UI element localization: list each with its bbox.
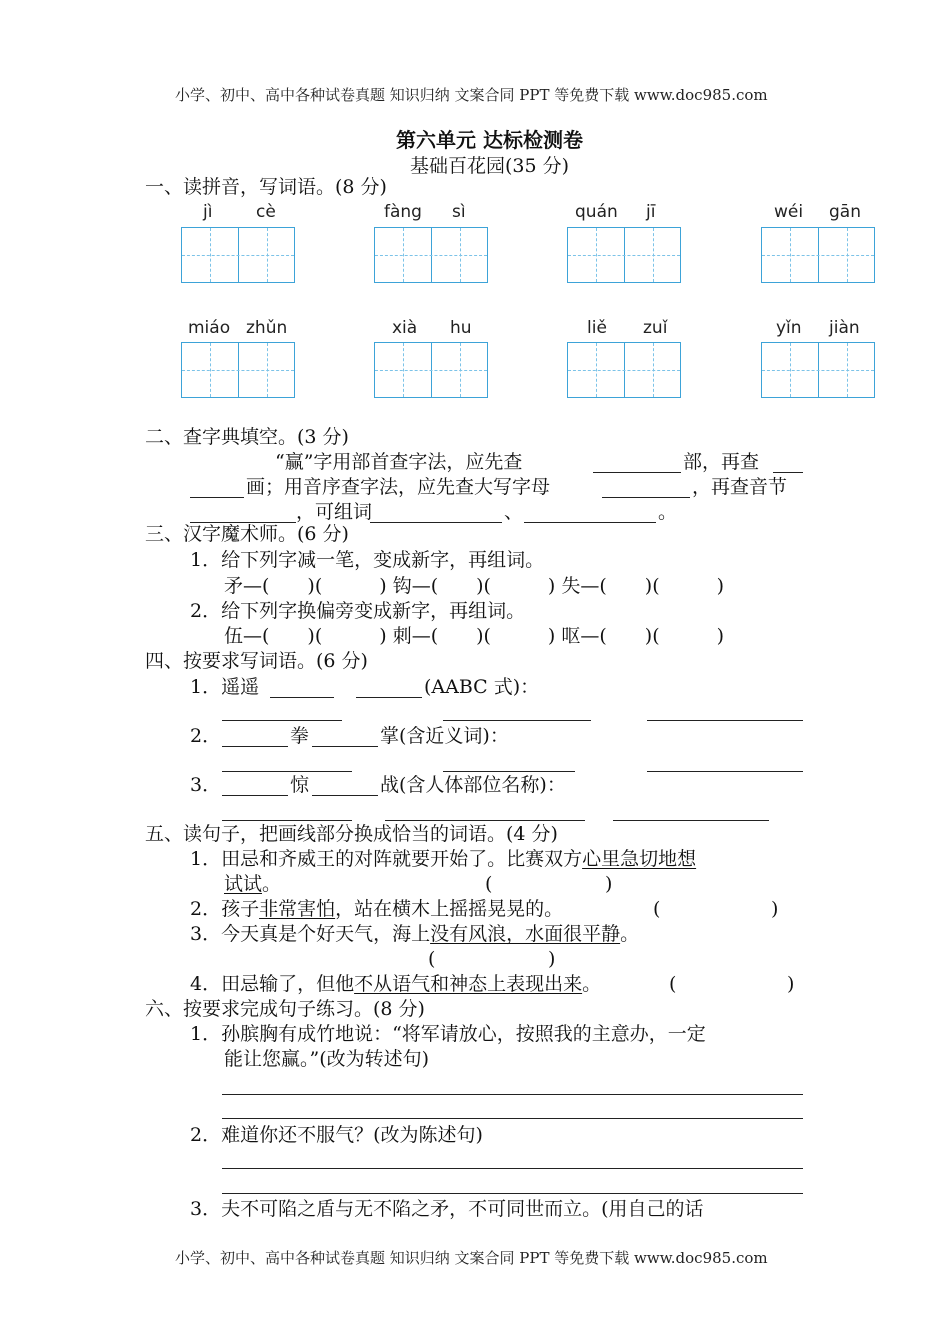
answer-line[interactable] xyxy=(222,1168,803,1169)
answer-line[interactable] xyxy=(222,1094,803,1095)
s3-answer-line-1: 矛—( )( ) 钩—( )( ) 失—( )( ) xyxy=(224,575,725,597)
answer-paren-open: ( xyxy=(485,873,493,895)
s5-q3: 3．今天真是个好天气，海上没有风浪，水面很平静。 xyxy=(190,923,640,945)
answer-paren-close: ) xyxy=(605,873,613,895)
s4-q1-text: 1．遥遥 xyxy=(190,676,260,698)
writing-grid[interactable] xyxy=(761,227,875,283)
pinyin: hu xyxy=(450,318,472,338)
underlined-phrase: 心里急切地想 xyxy=(582,848,697,870)
s2-text: 画；用音序查字法，应先查大写字母 xyxy=(246,476,551,498)
answer-blank[interactable] xyxy=(443,771,575,772)
pinyin: cè xyxy=(256,202,276,222)
answer-blank[interactable] xyxy=(602,497,690,498)
answer-blank[interactable] xyxy=(222,746,288,747)
page-header: 小学、初中、高中各种试卷真题 知识归纳 文案合同 PPT 等免费下载 www.doc985.com xyxy=(175,86,768,104)
s5-q1: 1．田忌和齐威王的对阵就要开始了。比赛双方心里急切地想 xyxy=(190,848,697,870)
s5-q2: 2．孩子非常害怕，站在横木上摇摇晃晃的。 xyxy=(190,898,564,920)
s5-q1-cont: 试试。 xyxy=(224,873,282,895)
s6-q1-cont: 能让您赢。”(改为转述句) xyxy=(224,1048,430,1070)
answer-blank[interactable] xyxy=(190,497,244,498)
answer-blank[interactable] xyxy=(443,720,591,721)
s4-q2-hint: 掌(含近义词)： xyxy=(380,725,509,747)
s6-q2: 2．难道你还不服气？(改为陈述句) xyxy=(190,1124,483,1146)
pinyin: gān xyxy=(829,202,861,222)
page-subtitle: 基础百花园(35 分) xyxy=(410,155,570,177)
answer-line[interactable] xyxy=(222,1193,803,1194)
pinyin: fàng xyxy=(384,202,422,222)
writing-grid[interactable] xyxy=(181,342,295,398)
s4-q1-hint: (AABC 式)： xyxy=(424,676,540,698)
answer-paren-close: ) xyxy=(771,898,779,920)
answer-blank[interactable] xyxy=(222,795,288,796)
section-2-heading: 二、查字典填空。(3 分) xyxy=(145,426,349,448)
pinyin: zhǔn xyxy=(246,318,288,338)
answer-blank[interactable] xyxy=(370,522,502,523)
s5-q4: 4．田忌输了，但他不从语气和神态上表现出来。 xyxy=(190,973,602,995)
answer-paren-open: ( xyxy=(428,948,436,970)
s2-text: 部，再查 xyxy=(683,451,760,473)
underlined-phrase: 不从语气和神态上表现出来 xyxy=(354,973,583,995)
underlined-phrase: 非常害怕 xyxy=(259,898,336,920)
s3-question-1: 1．给下列字减一笔，变成新字，再组词。 xyxy=(190,549,545,571)
writing-grid[interactable] xyxy=(374,227,488,283)
answer-blank[interactable] xyxy=(593,472,681,473)
pinyin: jī xyxy=(646,202,656,222)
s3-answer-line-2: 伍—( )( ) 刺—( )( ) 呕—( )( ) xyxy=(224,625,725,647)
pinyin: xià xyxy=(392,318,418,338)
pinyin: liě xyxy=(587,318,607,338)
answer-blank[interactable] xyxy=(222,771,352,772)
underlined-phrase: 试试 xyxy=(224,873,263,895)
s2-text: 。 xyxy=(658,501,678,523)
underlined-phrase: 没有风浪，水面很平静 xyxy=(430,923,621,945)
pinyin: zuǐ xyxy=(643,318,668,338)
s6-q1: 1．孙膑胸有成竹地说：“将军请放心，按照我的主意办，一定 xyxy=(190,1023,706,1045)
s2-text: ，可组词 xyxy=(296,501,373,523)
answer-paren-open: ( xyxy=(653,898,661,920)
pinyin: sì xyxy=(452,202,466,222)
answer-blank[interactable] xyxy=(773,472,803,473)
answer-blank[interactable] xyxy=(222,720,342,721)
answer-blank[interactable] xyxy=(270,697,334,698)
answer-blank[interactable] xyxy=(222,820,352,821)
answer-blank[interactable] xyxy=(524,522,656,523)
writing-grid[interactable] xyxy=(567,227,681,283)
s4-q2-char: 拳 xyxy=(290,725,310,747)
section-5-heading: 五、读句子，把画线部分换成恰当的词语。(4 分) xyxy=(145,823,558,845)
s3-question-2: 2．给下列字换偏旁变成新字，再组词。 xyxy=(190,600,526,622)
section-6-heading: 六、按要求完成句子练习。(8 分) xyxy=(145,998,425,1020)
answer-blank[interactable] xyxy=(385,820,585,821)
pinyin: wéi xyxy=(774,202,804,222)
s6-q3: 3．夫不可陷之盾与无不陷之矛，不可同世而立。(用自己的话 xyxy=(190,1198,704,1220)
answer-blank[interactable] xyxy=(312,795,378,796)
answer-paren-close: ) xyxy=(548,948,556,970)
section-4-heading: 四、按要求写词语。(6 分) xyxy=(145,650,368,672)
page-footer: 小学、初中、高中各种试卷真题 知识归纳 文案合同 PPT 等免费下载 www.doc985.com xyxy=(175,1249,768,1267)
answer-paren-close: ) xyxy=(787,973,795,995)
s4-q3-num: 3． xyxy=(190,774,222,796)
s4-q3-hint: 战(含人体部位名称)： xyxy=(380,774,566,796)
answer-blank[interactable] xyxy=(312,746,378,747)
writing-grid[interactable] xyxy=(567,342,681,398)
writing-grid[interactable] xyxy=(761,342,875,398)
pinyin: yǐn xyxy=(776,318,802,338)
s2-text: ，再查音节 xyxy=(692,476,788,498)
pinyin: jiàn xyxy=(829,318,860,338)
answer-blank[interactable] xyxy=(356,697,422,698)
pinyin: quán xyxy=(575,202,618,222)
s4-q2-num: 2． xyxy=(190,725,222,747)
s2-text: “赢”字用部首查字法，应先查 xyxy=(275,451,523,473)
answer-blank[interactable] xyxy=(647,771,803,772)
answer-blank[interactable] xyxy=(613,820,769,821)
pinyin: jì xyxy=(203,202,213,222)
answer-line[interactable] xyxy=(222,1118,803,1119)
section-3-heading: 三、汉字魔术师。(6 分) xyxy=(145,523,349,545)
page-title: 第六单元 达标检测卷 xyxy=(396,128,583,152)
answer-paren-open: ( xyxy=(669,973,677,995)
writing-grid[interactable] xyxy=(181,227,295,283)
pinyin: miáo xyxy=(188,318,231,338)
answer-blank[interactable] xyxy=(647,720,803,721)
s4-q3-char: 惊 xyxy=(290,774,310,796)
s2-text: 、 xyxy=(504,501,524,523)
writing-grid[interactable] xyxy=(374,342,488,398)
section-1-heading: 一、读拼音，写词语。(8 分) xyxy=(145,176,387,198)
